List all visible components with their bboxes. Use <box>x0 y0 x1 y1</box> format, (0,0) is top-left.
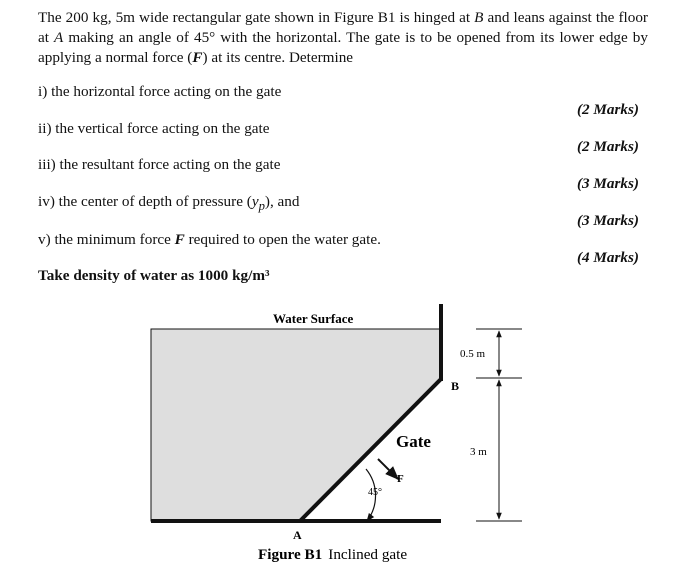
question-5-marks: (4 Marks) <box>576 249 639 266</box>
gate-label: Gate <box>396 432 431 451</box>
question-2-marks: (2 Marks) <box>576 138 639 155</box>
intro-part-2: and leans against the floor at <box>38 9 648 46</box>
question-3-marks: (3 Marks) <box>576 175 639 192</box>
question-4-symbol-subscript: p <box>258 199 265 214</box>
point-a-label: A <box>293 528 302 542</box>
question-4-suffix: ), and <box>264 193 300 210</box>
intro-part-1: The 200 kg, 5m wide rectangular gate shown in Figure B1 is hinged at <box>38 9 475 26</box>
question-4-prefix: iv) the center of depth of pressure ( <box>38 193 252 210</box>
dim-top-label: 0.5 m <box>460 348 486 360</box>
force-label: F <box>397 473 404 485</box>
question-1: i) the horizontal force acting on the gate <box>38 83 282 100</box>
intro-part-4: ) at its centre. Determine <box>202 49 354 66</box>
question-2: ii) the vertical force acting on the gate <box>38 120 270 137</box>
intro-point-b: B <box>474 9 484 26</box>
question-5-prefix: v) the minimum force <box>38 231 175 248</box>
question-4-marks: (3 Marks) <box>576 212 639 229</box>
force-arrow <box>378 459 398 479</box>
intro-point-a: A <box>54 29 64 46</box>
water-surface-label: Water Surface <box>273 311 354 326</box>
angle-label: 45° <box>368 487 382 498</box>
figure-caption <box>258 546 407 563</box>
dim-main-label: 3 m <box>470 446 487 458</box>
intro-part-3: making an angle of 45° with the horizontal. The gate is to be opened from its lower edge by applying a normal force ( <box>38 29 648 66</box>
caption-bold: Figure B1 <box>258 546 323 563</box>
point-b-label: B <box>451 379 460 393</box>
density-note: Take density of water as 1000 kg/m³ <box>38 267 270 284</box>
question-5-symbol: F <box>174 231 185 248</box>
question-1-marks: (2 Marks) <box>576 101 639 118</box>
question-4-symbol: $y_p$ <box>251 193 265 214</box>
question-5-suffix: required to open the water gate. <box>184 231 381 248</box>
question-3: iii) the resultant force acting on the gate <box>38 156 281 173</box>
caption-text: Inclined gate <box>328 546 408 563</box>
intro-force-symbol: F <box>192 49 203 66</box>
